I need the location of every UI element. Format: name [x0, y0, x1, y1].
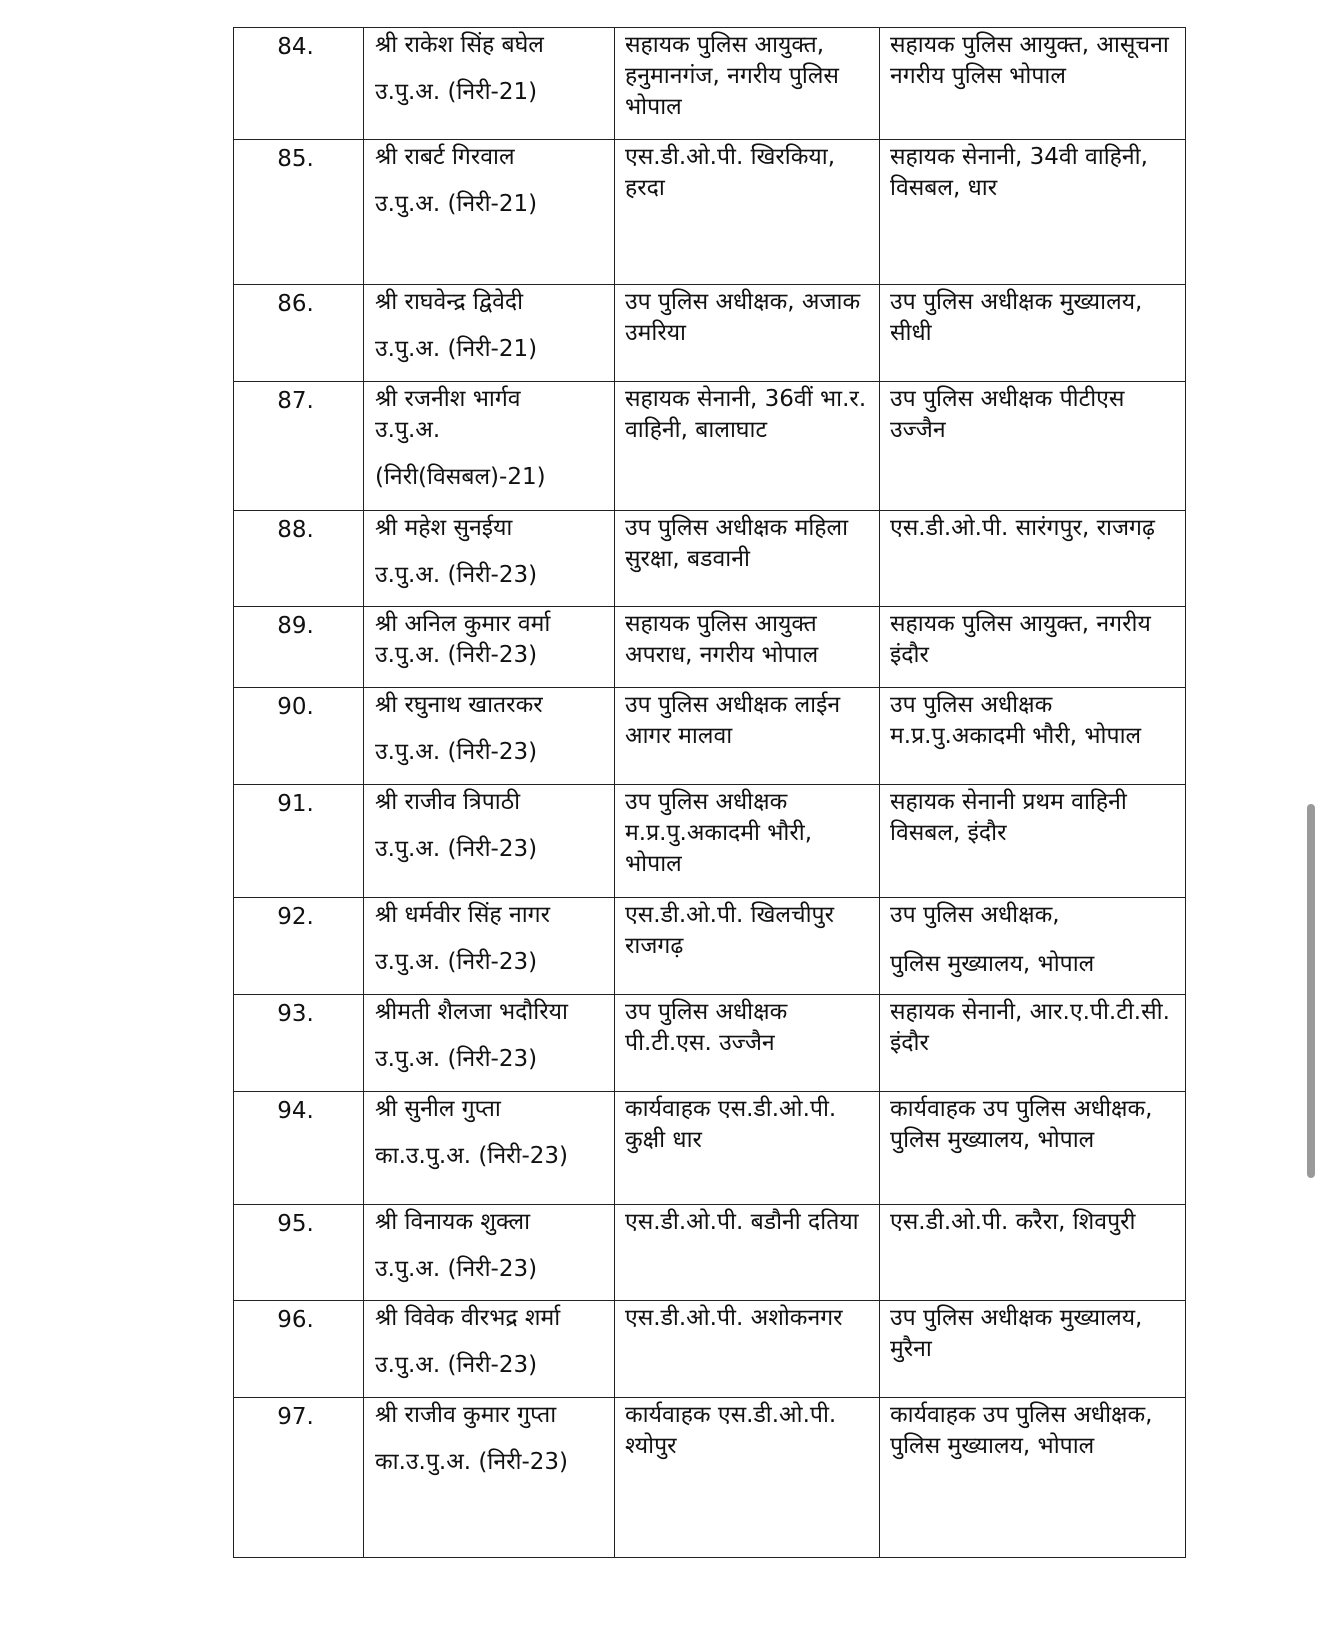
officer-name: श्री राजीव कुमार गुप्ता: [375, 1402, 557, 1428]
current-posting: एस.डी.ओ.पी. खिरकिया, हरदा: [625, 144, 836, 201]
serial-number: 86.: [277, 291, 314, 317]
table-row: [234, 995, 1186, 1092]
serial-number: 96.: [277, 1307, 314, 1333]
serial-number: 85.: [277, 146, 314, 172]
table-row: [234, 1398, 1186, 1558]
current-posting: सहायक सेनानी, 36वीं भा.र. वाहिनी, बालाघाट: [625, 386, 867, 443]
officer-designation: उ.पु.अ. (निरी-23): [375, 1352, 538, 1378]
serial-number: 90.: [277, 694, 314, 720]
table-row: [234, 688, 1186, 785]
officer-name: श्री रजनीश भार्गव: [375, 386, 521, 412]
officer-name: श्री राकेश सिंह बघेल: [375, 32, 544, 58]
serial-number: 92.: [277, 904, 314, 930]
new-posting: उप पुलिस अधीक्षक,: [890, 902, 1060, 928]
officer-designation: उ.पु.अ. (निरी-21): [375, 79, 538, 105]
new-posting: उप पुलिस अधीक्षक म.प्र.पु.अकादमी भौरी, भोपाल: [890, 692, 1142, 749]
current-posting: उप पुलिस अधीक्षक महिला सुरक्षा, बडवानी: [625, 515, 849, 572]
officer-name: श्री धर्मवीर सिंह नागर: [375, 902, 551, 928]
table-row: [234, 382, 1186, 511]
table-row: [234, 1092, 1186, 1205]
current-posting: सहायक पुलिस आयुक्त अपराध, नगरीय भोपाल: [625, 611, 819, 668]
serial-number: 97.: [277, 1404, 314, 1430]
officer-name: श्रीमती शैलजा भदौरिया: [375, 999, 568, 1025]
serial-number: 87.: [277, 388, 314, 414]
officer-designation: का.उ.पु.अ. (निरी-23): [375, 1449, 569, 1475]
new-posting: एस.डी.ओ.पी. करैरा, शिवपुरी: [890, 1209, 1136, 1235]
officer-designation: उ.पु.अ. (निरी-21): [375, 336, 538, 362]
table-row: [234, 1205, 1186, 1301]
officer-name: श्री विनायक शुक्ला: [375, 1209, 531, 1235]
officer-designation: उ.पु.अ. (निरी-23): [375, 1256, 538, 1282]
officer-name: श्री विवेक वीरभद्र शर्मा: [375, 1305, 561, 1331]
officer-designation: उ.पु.अ. (निरी-23): [375, 1046, 538, 1072]
current-posting: एस.डी.ओ.पी. बडौनी दतिया: [625, 1209, 859, 1235]
officer-designation: उ.पु.अ. (निरी-23): [375, 642, 538, 668]
current-posting: सहायक पुलिस आयुक्त, हनुमानगंज, नगरीय पुलिस भोपाल: [625, 32, 839, 120]
table-row: [234, 285, 1186, 382]
current-posting: उप पुलिस अधीक्षक, अजाक उमरिया: [625, 289, 861, 346]
officer-name: श्री राघवेन्द्र द्विवेदी: [375, 289, 524, 315]
new-posting: सहायक पुलिस आयुक्त, नगरीय इंदौर: [890, 611, 1151, 668]
officer-name: श्री राजीव त्रिपाठी: [375, 789, 521, 815]
vertical-scrollbar[interactable]: [1306, 0, 1316, 1630]
table-row: [234, 28, 1186, 140]
table-row: [234, 1301, 1186, 1398]
new-posting: सहायक सेनानी प्रथम वाहिनी विसबल, इंदौर: [890, 789, 1127, 846]
serial-number: 93.: [277, 1001, 314, 1027]
officer-designation: उ.पु.अ. (निरी-21): [375, 191, 538, 217]
current-posting: उप पुलिस अधीक्षक म.प्र.पु.अकादमी भौरी, भोपाल: [625, 789, 813, 877]
new-posting: एस.डी.ओ.पी. सारंगपुर, राजगढ़: [890, 515, 1155, 541]
current-posting: एस.डी.ओ.पी. अशोकनगर: [625, 1305, 843, 1331]
officer-designation: का.उ.पु.अ. (निरी-23): [375, 1143, 569, 1169]
officer-name: श्री अनिल कुमार वर्मा: [375, 611, 551, 637]
serial-number: 94.: [277, 1098, 314, 1124]
serial-number: 88.: [277, 517, 314, 543]
new-posting: कार्यवाहक उप पुलिस अधीक्षक, पुलिस मुख्यालय, भोपाल: [890, 1402, 1153, 1459]
new-posting-office: पुलिस मुख्यालय, भोपाल: [890, 951, 1095, 977]
new-posting: सहायक पुलिस आयुक्त, आसूचना नगरीय पुलिस भोपाल: [890, 32, 1169, 89]
current-posting: कार्यवाहक एस.डी.ओ.पी. कुक्षी धार: [625, 1096, 837, 1153]
table-row: [234, 140, 1186, 285]
officer-designation: उ.पु.अ.: [375, 417, 441, 443]
table-row: [234, 607, 1186, 688]
new-posting: उप पुलिस अधीक्षक मुख्यालय, सीधी: [890, 289, 1143, 346]
serial-number: 91.: [277, 791, 314, 817]
officer-designation: उ.पु.अ. (निरी-23): [375, 949, 538, 975]
officer-designation: उ.पु.अ. (निरी-23): [375, 836, 538, 862]
officer-designation: उ.पु.अ. (निरी-23): [375, 739, 538, 765]
officer-name: श्री राबर्ट गिरवाल: [375, 144, 515, 170]
new-posting: उप पुलिस अधीक्षक मुख्यालय, मुरैना: [890, 1305, 1143, 1362]
transfer-list-table: [233, 27, 1186, 1558]
new-posting: कार्यवाहक उप पुलिस अधीक्षक, पुलिस मुख्यालय, भोपाल: [890, 1096, 1153, 1153]
table-row: [234, 511, 1186, 607]
officer-designation-cadre: (निरी(विसबल)-21): [375, 464, 546, 490]
serial-number: 89.: [277, 613, 314, 639]
officer-name: श्री रघुनाथ खातरकर: [375, 692, 543, 718]
officer-name: श्री महेश सुनईया: [375, 515, 513, 541]
table-row: [234, 898, 1186, 995]
current-posting: उप पुलिस अधीक्षक लाईन आगर मालवा: [625, 692, 841, 749]
officer-designation: उ.पु.अ. (निरी-23): [375, 562, 538, 588]
table-row: [234, 785, 1186, 898]
new-posting: सहायक सेनानी, आर.ए.पी.टी.सी. इंदौर: [890, 999, 1170, 1056]
serial-number: 95.: [277, 1211, 314, 1237]
new-posting: सहायक सेनानी, 34वी वाहिनी, विसबल, धार: [890, 144, 1148, 201]
current-posting: एस.डी.ओ.पी. खिलचीपुर राजगढ़: [625, 902, 835, 959]
current-posting: कार्यवाहक एस.डी.ओ.पी. श्योपुर: [625, 1402, 837, 1459]
scrollbar-thumb[interactable]: [1307, 804, 1315, 1178]
serial-number: 84.: [277, 34, 314, 60]
current-posting: उप पुलिस अधीक्षक पी.टी.एस. उज्जैन: [625, 999, 788, 1056]
new-posting: उप पुलिस अधीक्षक पीटीएस उज्जैन: [890, 386, 1125, 443]
officer-name: श्री सुनील गुप्ता: [375, 1096, 501, 1122]
